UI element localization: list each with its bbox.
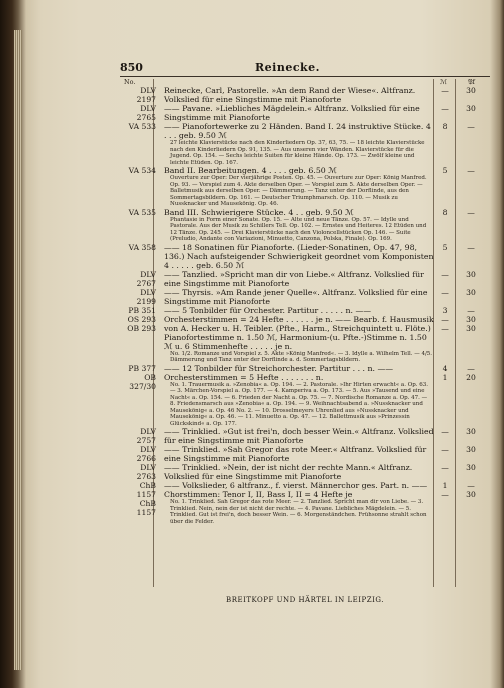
entry-price-mark: 5: [442, 166, 448, 175]
entry-number: DLV 2197: [136, 86, 156, 104]
entry-contents: No. 1. Trauermusik a. »Zenobia« a. Op. 194. — 2. Pastorale. »Ihr Hirten erwacht« a. Op. 63. — 3. Märchen-Vorspiel a. Op. 177. — 4. Kamperiva a. Op. 173. — 5. Aus »Tausend und eine Nacht« a. Op. 154. — 6. Frieden der Nacht a. Op. 75. — 7. Nordische Romanze a. Op. 47. — 8. Friedensmarsch aus »Zenobia« a. Op. 194. — 9. Weihnachtsabend a. »Nussknacker und Mausekönig« a. Op. 46 No. 2. — 10. Drosselmeyers Uhrenlied aus »Nussknacker und Mausekönig« a. Op. 46. — 11. Minuetto a. Op. 47. — 12. Ballettmusik aus »Prinzessin Glückskind« a. Op. 177.: [170, 381, 428, 427]
entry-price-pf: — 30 30: [466, 305, 476, 333]
entry-price-mark: —: [441, 86, 449, 95]
entry-text: [162, 86, 434, 104]
entry-price-pf: 30: [466, 104, 476, 113]
entry-price-mark: 8: [442, 207, 448, 217]
entry-title: —— Trinklied. »Sah Gregor das rote Meer.« Altfranz. Volkslied für eine Singstimme mit Pianoforte: [164, 445, 427, 463]
entry-title: —— 5 Tonbilder für Orchester. Partitur . . . . . n. —— Orchesterstimmen = 24 Hefte . . . . . . je n. —— Bearb. f. Hausmusik von A. Hecker u. H. Teibler. (Pfte., Harm., Streichquintett u. Flöte.) Pianofortestimme n. 1.50 ℳ, Harmonium-(u. Pfte.-)Stimme n. 1.50 ℳ u. 6 Stimmenhefte . . . . . je n.: [164, 305, 434, 351]
entry-title: —— Pavane. »Liebliches Mägdelein.« Altfranz. Volkslied für eine Singstimme mit Pianoforte: [164, 104, 420, 122]
entry-text: [162, 427, 434, 445]
entry-title: —— Trinklied. »Nein, der ist nicht der rechte Mann.« Altfranz. Volkslied für eine Singstimme mit Pianoforte: [164, 463, 413, 481]
entry-price-mark: 1 —: [441, 481, 449, 499]
catalog-page: [25, 6, 497, 678]
entry-number: PB 351 OS 293 OB 293: [127, 305, 156, 333]
entry-text: [162, 166, 434, 208]
entry-contents: Phantasie in Form einer Sonate. Op. 15. — Alte und neue Tänze. Op. 57. — Idylle und Pastorale. Aus der Musik zu Schillers Tell. Op. 102. — Ernstes und Heiteres. 12 Etüden und 12 Tänze. Op. 245. — Drei Klavierstücke nach den Violoncellstücken Op. 146. — Suite (Preludio, Andante con Variazioni, Minuetto, Canzona, Polska, Finale). Op. 169.: [170, 216, 427, 242]
entry-price-pf: —: [467, 207, 475, 217]
catalog-entry: [120, 427, 490, 445]
entry-price-pf: —: [467, 166, 475, 175]
entry-title: —— 18 Sonatinen für Pianoforte. (Lieder-Sonatinen, Op. 47, 98, 136.) Nach aufsteigender Schwierigkeit geordnet vom Komponisten 4 . . . . . geb. 6.50 ℳ: [164, 242, 434, 270]
entry-price-pf: 30: [466, 445, 476, 454]
page-number: 850: [120, 61, 143, 74]
entry-text: [162, 463, 434, 481]
entry-text: [162, 364, 434, 428]
entry-contents: No. 1/2. Romanze und Vorspiel z. 5. Akte »König Manfred«. — 3. Idylle a. Wilhelm Tell. — 4/5. Dämmerung und Tanz unter der Dorflinde a. d. Sommertagsbildern.: [170, 350, 433, 363]
catalog-entry: [120, 166, 490, 208]
entry-text: [162, 288, 434, 306]
entry-price-mark: 8: [442, 122, 448, 131]
entry-number: PB 377 OB 327/30: [128, 363, 156, 391]
entry-price-mark: —: [441, 427, 449, 436]
catalog-entry: [120, 270, 490, 288]
entry-title: —— Thyrsis. »Am Rande jener Quelle«. Altfranz. Volkslied für eine Singstimme mit Pianoforte: [164, 287, 428, 306]
entry-number: VA 534: [128, 166, 156, 175]
entry-contents: No. 1. Trinklied. Sah Gregor das rote Meer. — 2. Tanzlied. Spricht man dir von Liebe. — 3. Trinklied. Nein, nein der ist nicht der rechte. — 4. Pavane. Liebliches Mägdelein. — 5. Trinklied. Gut ist frei'n, doch besser Wein. — 6. Morgenständchen. Frühsonne strahlt schon über die Felder.: [170, 499, 427, 525]
entry-number: DLV 2767: [136, 269, 156, 288]
entry-number: DLV 2766: [136, 445, 156, 463]
publisher-footer: BREITKOPF UND HÄRTEL IN LEIPZIG.: [226, 596, 384, 604]
header-rule: [120, 76, 490, 77]
entry-number: DLV 2757: [136, 427, 156, 445]
entry-number: DLV 2199: [136, 287, 156, 306]
entry-text: [162, 306, 434, 364]
entry-number: DLV 2765: [136, 104, 156, 122]
entry-number: VA 358: [128, 242, 156, 252]
entry-text: [162, 481, 434, 525]
entry-price-mark: —: [441, 463, 449, 472]
column-head-no: No.: [124, 78, 136, 86]
catalog-entry: [120, 306, 490, 364]
entry-number: VA 533: [128, 122, 156, 131]
entry-price-mark: —: [441, 104, 449, 113]
entry-price-mark: 4 1: [442, 363, 448, 382]
entry-text: [162, 104, 434, 122]
catalog-entry: [120, 364, 490, 428]
entry-title: —— Trinklied. »Gut ist frei'n, doch besser Wein.« Altfranz. Volkslied für eine Singstimme mit Pianoforte: [164, 427, 434, 445]
catalog-entry: [120, 104, 490, 122]
entry-price-mark: 5: [442, 242, 448, 252]
catalog-entry: [120, 481, 490, 525]
entry-text: [162, 270, 434, 288]
column-head-pf: 𝔓f: [468, 78, 475, 86]
entry-title: Band III. Schwierigere Stücke. 4 . . geb. 9.50 ℳ: [164, 207, 354, 217]
page-title: Reinecke.: [255, 61, 320, 74]
entry-number: VA 535: [128, 207, 156, 217]
entry-price-pf: 30: [466, 287, 476, 297]
entry-text: [162, 122, 434, 166]
column-head-mark: ℳ: [440, 78, 447, 86]
entry-number: DLV 2763: [136, 463, 156, 481]
catalog-entry: [120, 122, 490, 166]
entry-price-pf: 30: [466, 269, 476, 279]
entry-price-mark: —: [441, 269, 449, 279]
entry-title: —— Volkslieder, 6 altfranz., f. vierst. Männerchor ges. Part. n. —— Chorstimmen: Tenor I, II, Bass I, II = 4 Hefte je: [164, 481, 428, 499]
entry-contents: Ouverture zur Oper: Der vierjährige Posten. Op. 45. — Ouverture zur Oper: König Manfred. Op. 93. — Vorspiel zum 4. Akte derselben Oper. — Vorspiel zum 5. Akte derselben Oper. — Balletmusik aus derselben Oper. — Dämmerung. — Tanz unter der Dorflinde, aus den Sommertagsbildern. Op. 161. — Deutscher Triumphmarsch. Op. 110. — Musik zu Nussknacker und Mausekönig. Op. 46.: [170, 175, 427, 207]
entry-price-mark: —: [441, 445, 449, 454]
entry-text: [162, 445, 434, 463]
entry-contents: 27 leichte Klavierstücke nach den Kinderliedern Op. 37, 63, 75. — 18 leichte Klavierstücke nach den Kinderliedern Op. 91, 135. — Aus unseren vier Wänden. Klavierstücke für die Jugend. Op. 154. — Sechs leichte Suiten für kleine Hände. Op. 173. — Zwölf kleine und leichte Etüden. Op. 167.: [170, 140, 425, 166]
entry-price-mark: —: [441, 287, 449, 297]
entry-price-pf: 30: [466, 427, 476, 436]
catalog-entry: [120, 208, 490, 243]
catalog-entry: [120, 288, 490, 306]
catalog-entry: [120, 463, 490, 481]
entry-price-pf: — 30: [466, 481, 476, 499]
page-edges: [14, 30, 22, 670]
catalog-entry: [120, 445, 490, 463]
entry-number: ChB 1157 ChB 1157: [136, 481, 156, 517]
catalog-entry: [120, 243, 490, 270]
entry-text: [162, 243, 434, 270]
entry-title: —— 12 Tonbilder für Streichorchester. Partitur . . . n. —— Orchesterstimmen = 5 Hefte . . . . . . . n.: [164, 363, 394, 382]
entry-price-mark: 3 — —: [441, 305, 449, 333]
entry-title: —— Pianofortewerke zu 2 Händen. Band I. 24 instruktive Stücke. 4 . . . geb. 9.50 ℳ: [164, 122, 431, 140]
entry-price-pf: 30: [466, 86, 476, 95]
catalog-entries: [120, 86, 490, 525]
entry-title: —— Tanzlied. »Spricht man dir von Liebe.« Altfranz. Volkslied für eine Singstimme mit Pianoforte: [164, 269, 424, 288]
entry-price-pf: — 20: [466, 363, 476, 382]
entry-title: Reinecke, Carl, Pastorelle. »An dem Rand der Wiese«. Altfranz. Volkslied für eine Singstimme mit Pianoforte: [164, 86, 416, 104]
entry-price-pf: —: [467, 242, 475, 252]
entry-text: [162, 208, 434, 243]
entry-title: Band II. Bearbeitungen. 4 . . . . geb. 6.50 ℳ: [164, 166, 337, 175]
entry-price-pf: —: [467, 122, 475, 131]
entry-price-pf: 30: [466, 463, 476, 472]
catalog-entry: [120, 86, 490, 104]
